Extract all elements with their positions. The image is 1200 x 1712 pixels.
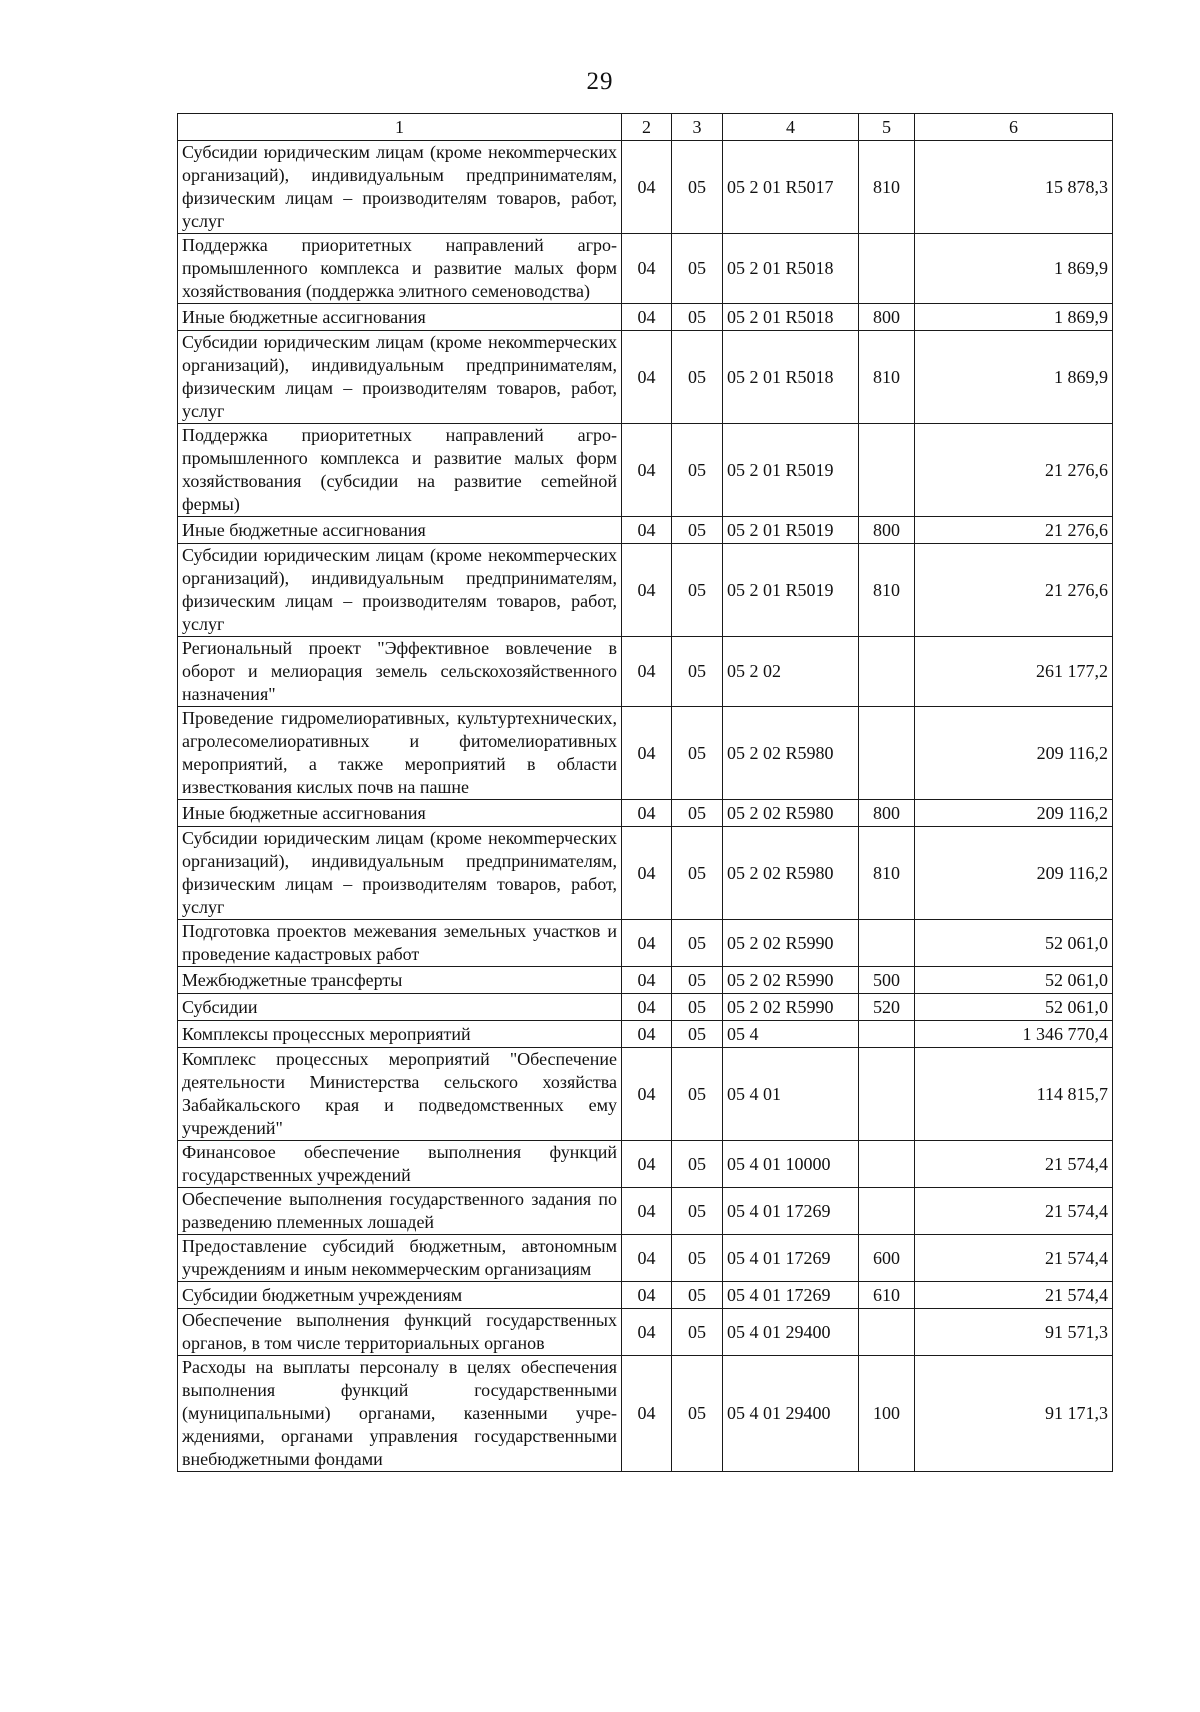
row-section-cell: 04 <box>622 1048 672 1141</box>
table-row <box>178 1309 1113 1356</box>
row-amount-cell: 1 869,9 <box>915 331 1113 424</box>
row-name-cell: Субсидии юридическим лицам (кроме некомmерческих организаций), индивидуальным предпринимателям, физическим лицам – производителям товаров, работ, услуг <box>178 141 622 234</box>
row-amount-cell: 21 574,4 <box>915 1235 1113 1282</box>
row-expense-type-cell: 520 <box>859 994 915 1021</box>
row-name-cell: Субсидии юридическим лицам (кроме некомmерческих организаций), индивидуальным предпринимателям, физическим лицам – производителям товаров, работ, услуг <box>178 544 622 637</box>
row-amount-cell: 52 061,0 <box>915 994 1113 1021</box>
table-row <box>178 1188 1113 1235</box>
row-section-cell: 04 <box>622 544 672 637</box>
page-number: 29 <box>586 68 614 95</box>
table-row <box>178 331 1113 424</box>
row-amount-cell: 209 116,2 <box>915 707 1113 800</box>
row-amount-cell: 209 116,2 <box>915 800 1113 827</box>
row-expense-type-cell <box>859 637 915 707</box>
row-amount-cell: 52 061,0 <box>915 920 1113 967</box>
budget-table <box>177 113 1113 1472</box>
row-subsection-cell: 05 <box>672 800 723 827</box>
row-subsection-cell: 05 <box>672 1309 723 1356</box>
table-row <box>178 304 1113 331</box>
table-row <box>178 967 1113 994</box>
row-expense-type-cell <box>859 424 915 517</box>
row-name-cell: Обеспечение выполнения функций государственных органов, в том числе территориальных органов <box>178 1309 622 1356</box>
row-subsection-cell: 05 <box>672 304 723 331</box>
row-name-cell: Субсидии бюджетным учреждениям <box>178 1282 622 1309</box>
row-subsection-cell: 05 <box>672 1356 723 1472</box>
row-amount-cell: 21 574,4 <box>915 1188 1113 1235</box>
row-section-cell: 04 <box>622 637 672 707</box>
row-amount-cell: 114 815,7 <box>915 1048 1113 1141</box>
row-section-cell: 04 <box>622 1141 672 1188</box>
row-subsection-cell: 05 <box>672 827 723 920</box>
row-expense-type-cell <box>859 1309 915 1356</box>
row-subsection-cell: 05 <box>672 517 723 544</box>
row-target-article-cell: 05 4 01 17269 <box>723 1188 859 1235</box>
row-name-cell: Расходы на выплаты персоналу в целях обеспечения выполнения функций государственными (муниципальными) органами, казенными учреждениями, органами управления государственными внебюджетными фондами <box>178 1356 622 1472</box>
row-target-article-cell: 05 2 01 R5019 <box>723 544 859 637</box>
row-section-cell: 04 <box>622 1235 672 1282</box>
row-section-cell: 04 <box>622 1188 672 1235</box>
row-expense-type-cell: 800 <box>859 800 915 827</box>
row-section-cell: 04 <box>622 517 672 544</box>
row-amount-cell: 21 276,6 <box>915 424 1113 517</box>
row-section-cell: 04 <box>622 424 672 517</box>
row-section-cell: 04 <box>622 141 672 234</box>
row-section-cell: 04 <box>622 1309 672 1356</box>
table-row <box>178 544 1113 637</box>
row-section-cell: 04 <box>622 1282 672 1309</box>
row-name-cell: Предоставление субсидий бюджетным, автономным учреждениям и иным некоммерческим организациям <box>178 1235 622 1282</box>
row-target-article-cell: 05 4 <box>723 1021 859 1048</box>
row-amount-cell: 91 171,3 <box>915 1356 1113 1472</box>
row-subsection-cell: 05 <box>672 637 723 707</box>
table-row <box>178 994 1113 1021</box>
table-row <box>178 637 1113 707</box>
row-expense-type-cell: 610 <box>859 1282 915 1309</box>
row-section-cell: 04 <box>622 920 672 967</box>
row-target-article-cell: 05 2 02 R5980 <box>723 800 859 827</box>
row-section-cell: 04 <box>622 331 672 424</box>
table-row <box>178 141 1113 234</box>
header-col-3: 3 <box>672 114 723 141</box>
row-expense-type-cell: 810 <box>859 544 915 637</box>
row-expense-type-cell: 810 <box>859 827 915 920</box>
row-amount-cell: 15 878,3 <box>915 141 1113 234</box>
row-amount-cell: 52 061,0 <box>915 967 1113 994</box>
row-target-article-cell: 05 2 02 R5990 <box>723 994 859 1021</box>
row-name-cell: Региональный проект "Эффективное вовлечение в оборот и мелиорация земель сельскохозяйственного назначения" <box>178 637 622 707</box>
row-name-cell: Иные бюджетные ассигнования <box>178 517 622 544</box>
row-subsection-cell: 05 <box>672 331 723 424</box>
table-row <box>178 1282 1113 1309</box>
table-row <box>178 800 1113 827</box>
row-target-article-cell: 05 4 01 <box>723 1048 859 1141</box>
row-target-article-cell: 05 2 02 R5990 <box>723 920 859 967</box>
row-target-article-cell: 05 2 01 R5018 <box>723 331 859 424</box>
row-expense-type-cell: 810 <box>859 331 915 424</box>
row-expense-type-cell: 500 <box>859 967 915 994</box>
row-expense-type-cell <box>859 1021 915 1048</box>
row-name-cell: Иные бюджетные ассигнования <box>178 800 622 827</box>
row-expense-type-cell: 100 <box>859 1356 915 1472</box>
row-section-cell: 04 <box>622 1021 672 1048</box>
row-target-article-cell: 05 4 01 29400 <box>723 1356 859 1472</box>
header-col-1: 1 <box>178 114 622 141</box>
row-target-article-cell: 05 2 01 R5018 <box>723 304 859 331</box>
row-name-cell: Иные бюджетные ассигнования <box>178 304 622 331</box>
row-subsection-cell: 05 <box>672 1188 723 1235</box>
header-col-5: 5 <box>859 114 915 141</box>
row-amount-cell: 91 571,3 <box>915 1309 1113 1356</box>
row-amount-cell: 21 574,4 <box>915 1141 1113 1188</box>
row-target-article-cell: 05 4 01 29400 <box>723 1309 859 1356</box>
row-amount-cell: 261 177,2 <box>915 637 1113 707</box>
row-expense-type-cell <box>859 707 915 800</box>
row-section-cell: 04 <box>622 707 672 800</box>
row-target-article-cell: 05 2 02 R5990 <box>723 967 859 994</box>
header-col-6: 6 <box>915 114 1113 141</box>
row-subsection-cell: 05 <box>672 967 723 994</box>
row-target-article-cell: 05 2 01 R5018 <box>723 234 859 304</box>
row-expense-type-cell <box>859 1048 915 1141</box>
row-name-cell: Межбюджетные трансферты <box>178 967 622 994</box>
row-name-cell: Поддержка приоритетных направлений агропромышленного комплекса и развитие малых форм хозяйствования (поддержка элитного семеноводства) <box>178 234 622 304</box>
row-amount-cell: 1 346 770,4 <box>915 1021 1113 1048</box>
row-subsection-cell: 05 <box>672 234 723 304</box>
table-row <box>178 1356 1113 1472</box>
row-subsection-cell: 05 <box>672 544 723 637</box>
row-amount-cell: 1 869,9 <box>915 234 1113 304</box>
row-target-article-cell: 05 2 02 R5980 <box>723 827 859 920</box>
row-subsection-cell: 05 <box>672 1048 723 1141</box>
row-subsection-cell: 05 <box>672 994 723 1021</box>
row-subsection-cell: 05 <box>672 1235 723 1282</box>
row-name-cell: Комплекс процессных мероприятий "Обеспечение деятельности Министерства сельского хозяйства Забайкальского края и подведомственных ему учреждений" <box>178 1048 622 1141</box>
row-amount-cell: 209 116,2 <box>915 827 1113 920</box>
row-amount-cell: 1 869,9 <box>915 304 1113 331</box>
table-row <box>178 517 1113 544</box>
table-row <box>178 424 1113 517</box>
row-name-cell: Субсидии юридическим лицам (кроме некомmерческих организаций), индивидуальным предпринимателям, физическим лицам – производителям товаров, работ, услуг <box>178 827 622 920</box>
row-section-cell: 04 <box>622 234 672 304</box>
row-amount-cell: 21 276,6 <box>915 544 1113 637</box>
row-expense-type-cell <box>859 234 915 304</box>
row-subsection-cell: 05 <box>672 1282 723 1309</box>
table-row <box>178 1141 1113 1188</box>
row-expense-type-cell: 600 <box>859 1235 915 1282</box>
table-row <box>178 827 1113 920</box>
table-row <box>178 707 1113 800</box>
row-expense-type-cell <box>859 920 915 967</box>
row-amount-cell: 21 574,4 <box>915 1282 1113 1309</box>
row-target-article-cell: 05 4 01 10000 <box>723 1141 859 1188</box>
row-target-article-cell: 05 4 01 17269 <box>723 1282 859 1309</box>
row-name-cell: Субсидии юридическим лицам (кроме некомmерческих организаций), индивидуальным предпринимателям, физическим лицам – производителям товаров, работ, услуг <box>178 331 622 424</box>
header-col-2: 2 <box>622 114 672 141</box>
row-amount-cell: 21 276,6 <box>915 517 1113 544</box>
row-target-article-cell: 05 2 01 R5017 <box>723 141 859 234</box>
row-section-cell: 04 <box>622 994 672 1021</box>
row-subsection-cell: 05 <box>672 141 723 234</box>
row-expense-type-cell <box>859 1141 915 1188</box>
row-name-cell: Комплексы процессных мероприятий <box>178 1021 622 1048</box>
row-subsection-cell: 05 <box>672 1141 723 1188</box>
row-name-cell: Финансовое обеспечение выполнения функций государственных учреждений <box>178 1141 622 1188</box>
row-target-article-cell: 05 2 02 <box>723 637 859 707</box>
header-col-4: 4 <box>723 114 859 141</box>
row-section-cell: 04 <box>622 304 672 331</box>
row-section-cell: 04 <box>622 1356 672 1472</box>
row-name-cell: Подготовка проектов межевания земельных участков и проведение кадастровых работ <box>178 920 622 967</box>
row-section-cell: 04 <box>622 827 672 920</box>
row-expense-type-cell: 800 <box>859 517 915 544</box>
row-expense-type-cell: 800 <box>859 304 915 331</box>
row-section-cell: 04 <box>622 967 672 994</box>
table-row <box>178 1048 1113 1141</box>
table-header-row <box>178 114 1113 141</box>
row-name-cell: Поддержка приоритетных направлений агропромышленного комплекса и развитие малых форм хозяйствования (субсидии на развитие сеmейной фермы) <box>178 424 622 517</box>
row-expense-type-cell: 810 <box>859 141 915 234</box>
row-subsection-cell: 05 <box>672 424 723 517</box>
row-name-cell: Обеспечение выполнения государственного задания по разведению племенных лошадей <box>178 1188 622 1235</box>
table-row <box>178 1021 1113 1048</box>
row-target-article-cell: 05 4 01 17269 <box>723 1235 859 1282</box>
table-row <box>178 1235 1113 1282</box>
row-subsection-cell: 05 <box>672 707 723 800</box>
row-expense-type-cell <box>859 1188 915 1235</box>
row-section-cell: 04 <box>622 800 672 827</box>
table-row <box>178 234 1113 304</box>
table-row <box>178 920 1113 967</box>
row-target-article-cell: 05 2 01 R5019 <box>723 424 859 517</box>
row-subsection-cell: 05 <box>672 1021 723 1048</box>
row-name-cell: Проведение гидромелиоративных, культуртехнических, агролесомелиоративных и фитомелиоративных мероприятий, а также мероприятий в области известкования кислых почв на пашне <box>178 707 622 800</box>
row-target-article-cell: 05 2 01 R5019 <box>723 517 859 544</box>
row-subsection-cell: 05 <box>672 920 723 967</box>
row-target-article-cell: 05 2 02 R5980 <box>723 707 859 800</box>
row-name-cell: Субсидии <box>178 994 622 1021</box>
